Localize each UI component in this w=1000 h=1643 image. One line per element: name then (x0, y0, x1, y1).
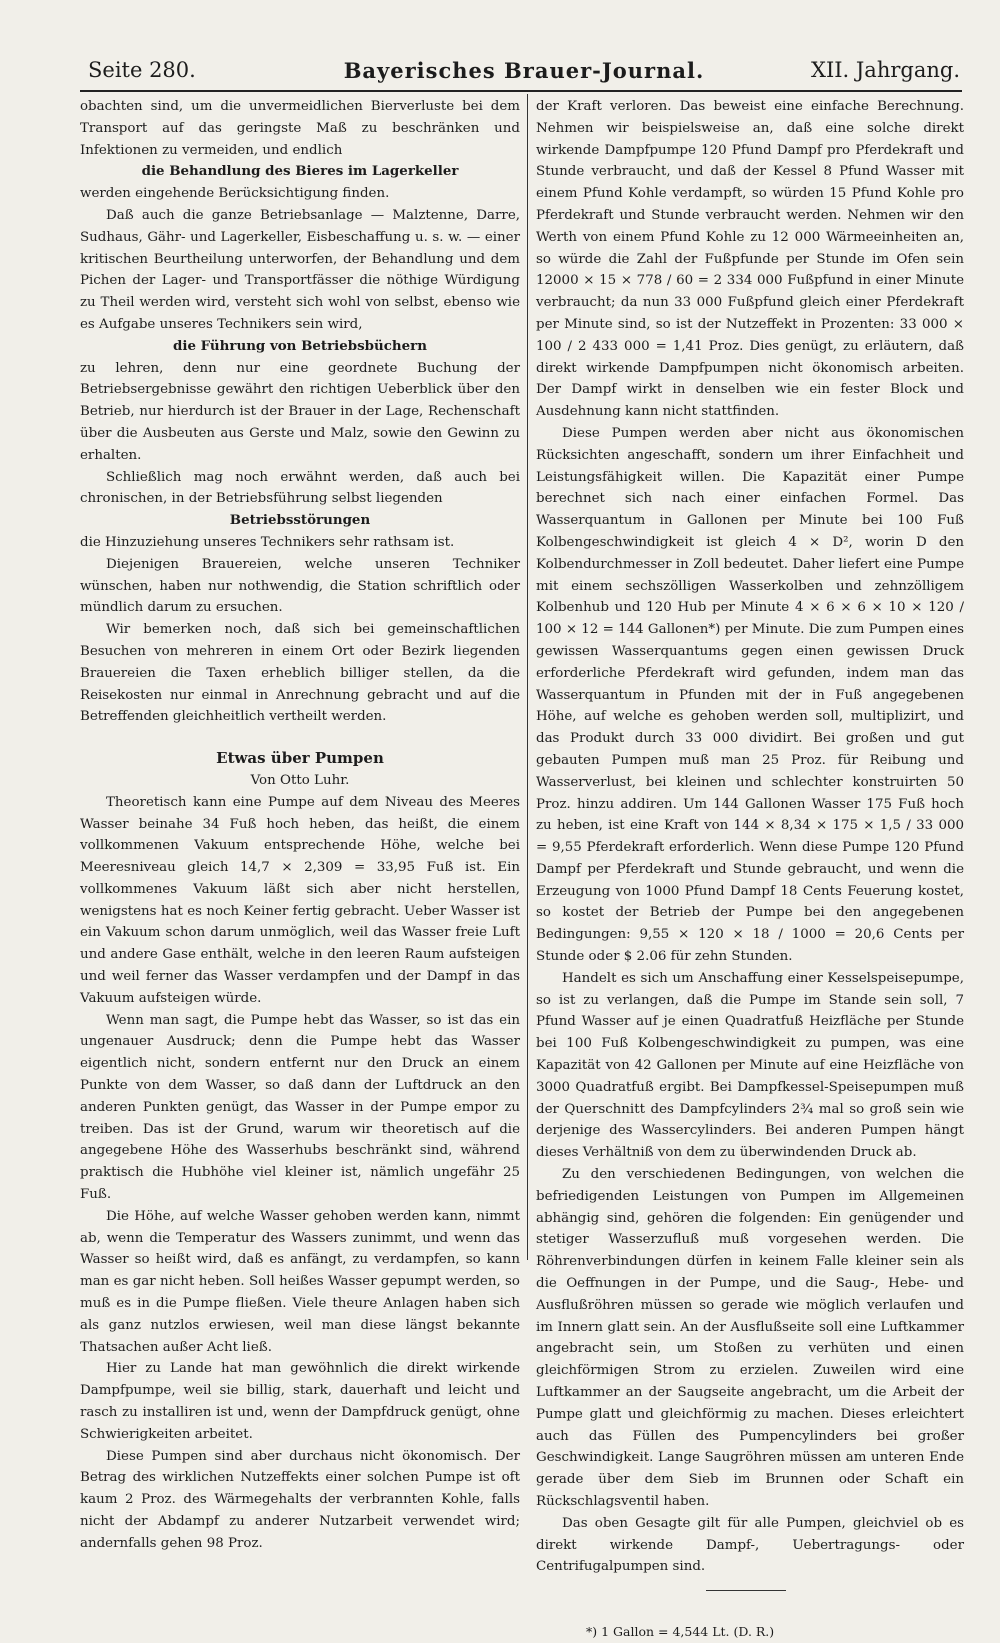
paragraph: der Kraft verloren. Das beweist eine einfache Berechnung. Nehmen wir beispielsweise an, daß eine solche direkt wirkende Dampfpumpe 120 Pfund Dampf pro Pferdekraft und Stunde verbraucht, und daß der Kessel 8 Pfund Wasser mit einem Pfund Kohle verdampft, so würden 15 Pfund Kohle pro Pferdekraft und Stunde verbraucht werden. Nehmen wir den Werth von einem Pfund Kohle zu 12 000 Wärmeeinheiten an, so würde die Zahl der Fußpfunde per Stunde im Ofen sein 12000 × 15 × 778 / 60 = 2 334 000 Fußpfund in einer Minute verbraucht; da nun 33 000 Fußpfund gleich einer Pferdekraft per Minute sind, so ist der Nutzeffekt in Prozenten: 33 000 × 100 / 2 433 000 = 1,41 Proz. Dies genügt, zu erläutern, daß direkt wirkende Dampfpumpen nicht ökonomisch arbeiten. Der Dampf wirkt in denselben wie ein fester Block und Ausdehnung kann nicht stattfinden. (536, 99, 964, 420)
paragraph: Daß auch die ganze Betriebsanlage — Malztenne, Darre, Sudhaus, Gähr- und Lagerkeller, Eisbeschaffung u. s. w. — einer kritischen Beurtheilung unterworfen, der Behandlung und dem Pichen der Lager- und Transportfässer die nöthige Würdigung zu Theil werden wird, versteht sich wohl von selbst, ebenso wie es Aufgabe unseres Technikers sein wird, (80, 207, 520, 332)
section-heading: die Behandlung des Bieres im Lagerkeller (141, 163, 459, 180)
paragraph: die Hinzuziehung unseres Technikers sehr rathsam ist. (80, 534, 455, 550)
footnote: *) 1 Gallon = 4,544 Lt. (D. R.) (586, 1624, 775, 1640)
column-divider (527, 94, 528, 1260)
paragraph: zu lehren, denn nur eine geordnete Buchung der Betriebsergebnisse gewährt den richtigen Ueberblick über den Betrieb, nur hierdurch ist der Brauer in der Lage, Rechenschaft über die Ausbeuten aus Gerste und Malz, sowie den Gewinn zu erhalten. (80, 360, 520, 463)
paragraph: obachten sind, um die unvermeidlichen Bierverluste bei dem Transport auf das geringste Maß zu beschränken und Infektionen zu vermeiden, und endlich (80, 99, 520, 158)
paragraph: Theoretisch kann eine Pumpe auf dem Niveau des Meeres Wasser beinahe 34 Fuß hoch heben, das heißt, die einem vollkommenen Vakuum entsprechende Höhe, welche bei Meeresniveau gleich 14,7 × 2,309 = 33,95 Fuß ist. Ein vollkommenes Vakuum läßt sich aber nicht herstellen, wenigstens hat es noch Keiner fertig gebracht. Ueber Wasser ist ein Vakuum schon darum unmöglich, weil das Wasser freie Luft und andere Gase enthält, welche in den leeren Raum aufsteigen und weil ferner das Wasser verdampfen und der Dampf in das Vakuum aufsteigen würde. (80, 794, 520, 1006)
paragraph: Die Höhe, auf welche Wasser gehoben werden kann, nimmt ab, wenn die Temperatur des Wassers zunimmt, und wenn das Wasser so heißt wird, daß es anfängt, zu verdampfen, so kann man es gar nicht heben. Soll heißes Wasser gepumpt werden, so muß es in die Pumpe fließen. Viele theure Anlagen haben sich als ganz nutzlos erwiesen, weil man diese längst bekannte Thatsachen außer Acht ließ. (80, 1208, 520, 1355)
right-column (536, 96, 964, 1643)
paragraph: Handelt es sich um Anschaffung einer Kesselspeisepumpe, so ist zu verlangen, daß die Pumpe im Stande sein soll, 7 Pfund Wasser auf je einen Quadratfuß Heizfläche per Stunde bei 100 Fuß Kolbengeschwindigkeit zu pumpen, was eine Kapazität von 42 Gallonen per Minute auf eine Heizfläche von 3000 Quadratfuß ergibt. Bei Dampfkessel-Speisepumpen muß der Querschnitt des Dampfcylinders 2¾ mal so groß sein wie derjenige des Wassercylinders. Bei anderen Pumpen hängt dieses Verhältniß von dem zu überwindenden Druck ab. (536, 970, 964, 1161)
left-column (80, 96, 520, 1555)
article-title: Etwas über Pumpen (216, 749, 384, 768)
paragraph: Wir bemerken noch, daß sich bei gemeinschaftlichen Besuchen von mehreren in einem Ort oder Bezirk liegenden Brauereien die Taxen erheblich billiger stellen, da die Reisekosten nur einmal in Anrechnung gebracht und auf die Betreffenden gleichheitlich vertheilt werden. (80, 622, 520, 725)
header-rule (80, 90, 962, 92)
article-byline: Von Otto Luhr. (250, 772, 350, 788)
section-heading: die Führung von Betriebsbüchern (173, 337, 427, 354)
volume-label: XII. Jahrgang. (811, 58, 960, 82)
paragraph: Diese Pumpen sind aber durchaus nicht ökonomisch. Der Betrag des wirklichen Nutzeffekts einer solchen Pumpe ist oft kaum 2 Proz. des Wärmegehalts der verbrannten Kohle, falls nicht der Abdampf zu anderer Nutzarbeit verwendet wird; andernfalls gehen 98 Proz. (80, 1448, 520, 1551)
paragraph: Zu den verschiedenen Bedingungen, von welchen die befriedigenden Leistungen von Pumpen im Allgemeinen abhängig sind, gehören die folgenden: Ein genügender und stetiger Wasserzufluß muß vorgesehen werden. Die Röhrenverbindungen dürfen in keinem Falle kleiner sein als die Oeffnungen in der Pumpe, und die Saug-, Hebe- und Ausflußröhren müssen so gerade wie möglich verlaufen und im Innern glatt sein. An der Ausflußseite soll eine Luftkammer angebracht sein, um Stoßen zu verhüten und einen gleichförmigen Strom zu erzielen. Zuweilen wird eine Luftkammer an der Saugseite angebracht, um die Arbeit der Pumpe glatt und gleichförmig zu machen. Dieses erleichtert auch das Füllen des Pumpencylinders bei großer Geschwindigkeit. Lange Saugröhren müssen am unteren Ende gerade über dem Sieb im Brunnen oder Schaft ein Rückschlagsventil haben. (536, 1167, 964, 1509)
paragraph: Diejenigen Brauereien, welche unseren Techniker wünschen, haben nur nothwendig, die Station schriftlich oder mündlich darum zu ersuchen. (80, 556, 520, 616)
paragraph: Schließlich mag noch erwähnt werden, daß auch bei chronischen, in der Betriebsführung selbst liegenden (80, 469, 520, 507)
paragraph: werden eingehende Berücksichtigung finden. (80, 186, 390, 202)
paragraph: Hier zu Lande hat man gewöhnlich die direkt wirkende Dampfpumpe, weil sie billig, stark, dauerhaft und leicht und rasch zu installiren ist und, wenn der Dampfdruck genügt, ohne Schwierigkeiten arbeitet. (80, 1361, 520, 1442)
paragraph: Das oben Gesagte gilt für alle Pumpen, gleichviel ob es direkt wirkende Dampf-, Uebertragungs- oder Centrifugalpumpen sind. (536, 1515, 964, 1575)
footnote-rule (706, 1590, 786, 1591)
journal-title: Bayerisches Brauer-Journal. (343, 58, 705, 83)
paragraph: Wenn man sagt, die Pumpe hebt das Wasser, so ist das ein ungenauer Ausdruck; denn die Pumpe hebt das Wasser eigentlich nicht, sondern entfernt nur den Druck an einem Punkte von dem Wasser, so daß dann der Luftdruck an den anderen Punkten genügt, das Wasser in der Pumpe empor zu treiben. Das ist der Grund, warum wir theoretisch auf die angegebene Höhe des Wasserhubs beschränkt sind, während praktisch die Hubhöhe viel kleiner ist, nämlich ungefähr 25 Fuß. (80, 1012, 520, 1203)
paragraph: Diese Pumpen werden aber nicht aus ökonomischen Rücksichten angeschafft, sondern um ihrer Einfachheit und Leistungsfähigkeit willen. Die Kapazität einer Pumpe berechnet sich nach einer einfachen Formel. Das Wasserquantum in Gallonen per Minute bei 100 Fuß Kolbengeschwindigkeit ist gleich 4 × D², worin D den Kolbendurchmesser in Zoll bedeutet. Daher liefert eine Pumpe mit einem sechszölligen Wasserkolben und zehnzölligem Kolbenhub und 120 Hub per Minute 4 × 6 × 6 × 10 × 120 / 100 × 12 = 144 Gallonen*) per Minute. Die zum Pumpen eines gewissen Wasserquantums gegen einen gewissen Druck erforderliche Pferdekraft wird gefunden, indem man das Wasserquantum in Pfunden mit der in Fuß angegebenen Höhe, auf welche es gehoben werden soll, multiplizirt, und das Produkt durch 33 000 dividirt. Bei großen und gut gebauten Pumpen muß man 25 Proz. für Reibung und Wasserverlust, bei kleinen und schlechter konstruirten 50 Proz. hinzu addiren. Um 144 Gallonen Wasser 175 Fuß hoch zu heben, ist eine Kraft von 144 × 8,34 × 175 × 1,5 / 33 000 = 9,55 Pferdekraft erforderlich. Wenn diese Pumpe 120 Pfund Dampf per Pferdekraft und Stunde gebraucht, und wenn die Erzeugung von 1000 Pfund Dampf 18 Cents Feuerung kostet, so kostet der Betrieb der Pumpe bei den angegebenen Bedingungen: 9,55 × 120 × 18 / 1000 = 20,6 Cents per Stunde oder $ 2.06 für zehn Stunden. (536, 425, 964, 965)
page-header (88, 58, 960, 86)
section-heading: Betriebsstörungen (229, 512, 371, 529)
page-number: Seite 280. (88, 58, 196, 82)
